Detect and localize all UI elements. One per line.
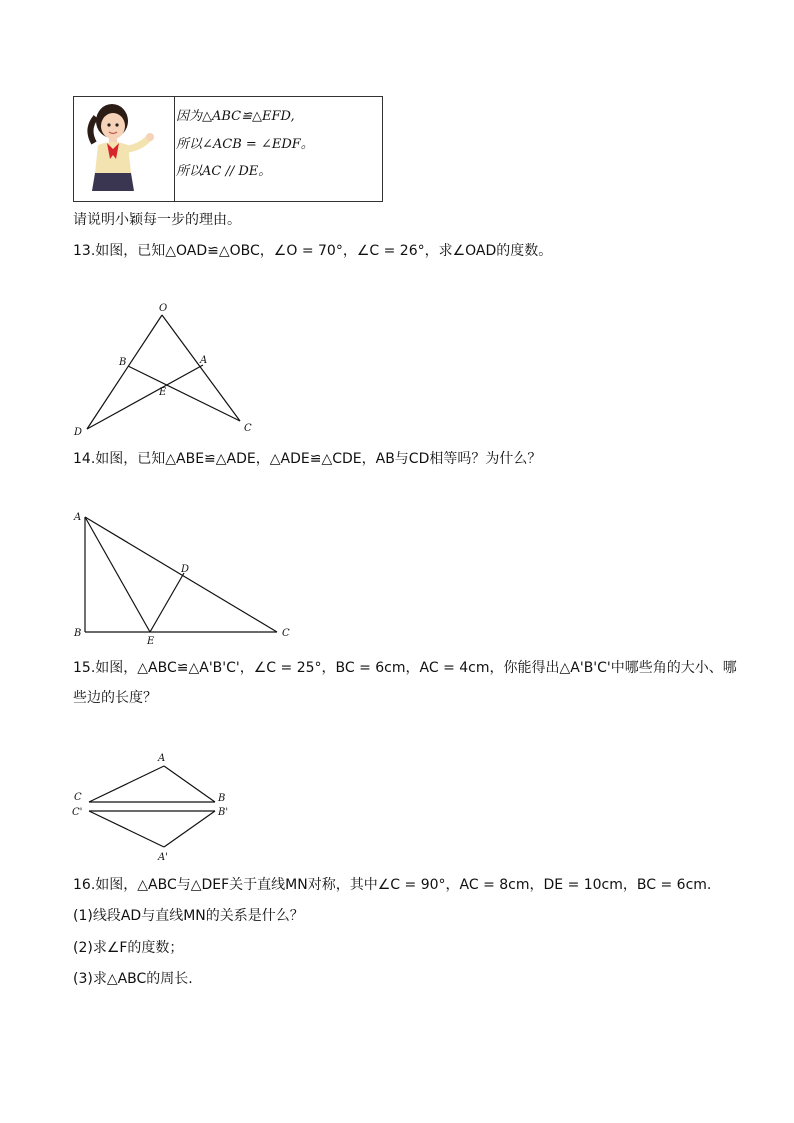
q13-label-A: A xyxy=(200,355,208,366)
question-16-part-3: (3)求△ABC的周长. xyxy=(73,971,193,987)
q14-label-A: A xyxy=(74,512,82,523)
q15-segment-C2A2 xyxy=(89,811,164,847)
q15-figure xyxy=(70,745,240,865)
question-13-text: 13.如图，已知△OAD≌△OBC，∠O = 70°，∠C = 26°，求∠OAD的度数。 xyxy=(73,243,553,259)
question-16-text: 16.如图，△ABC与△DEF关于直线MN对称，其中∠C = 90°，AC = 8cm，DE = 10cm，BC = 6cm. xyxy=(73,877,712,893)
intro-question: 请说明小颖每一步的理由。 xyxy=(73,212,241,228)
question-14-text: 14.如图，已知△ABE≌△ADE，△ADE≌△CDE，AB与CD相等吗？为什么？ xyxy=(73,451,542,467)
q14-segment-ED xyxy=(150,573,184,632)
q15-label-B: B xyxy=(218,793,226,804)
intro-table xyxy=(73,96,383,202)
q15-label-A-prime: A' xyxy=(158,852,168,863)
intro-line-3: 所以AC // DE。 xyxy=(176,164,272,179)
q15-label-C: C xyxy=(74,792,82,803)
q15-label-C-prime: C' xyxy=(72,807,83,818)
q14-label-D: D xyxy=(181,564,190,575)
q14-label-C: C xyxy=(282,628,290,639)
q13-label-C: C xyxy=(244,423,252,434)
q15-segment-A2B2 xyxy=(164,811,215,847)
question-16-part-2: (2)求∠F的度数； xyxy=(73,940,184,956)
question-15-text-line-2: 些边的长度？ xyxy=(73,690,157,706)
q15-label-B-prime: B' xyxy=(218,807,229,818)
q13-segment-OC xyxy=(162,315,240,421)
q13-segment-OD xyxy=(87,315,162,429)
q15-segment-AB xyxy=(164,766,215,802)
q13-segment-BC xyxy=(128,366,240,421)
table-divider xyxy=(174,97,175,201)
q13-label-E: E xyxy=(159,387,167,398)
q13-figure xyxy=(70,298,260,440)
girl-presenting-illustration xyxy=(76,99,172,199)
question-16-part-1: (1)线段AD与直线MN的关系是什么？ xyxy=(73,908,304,924)
q13-label-D: D xyxy=(74,427,83,438)
q14-segment-AE xyxy=(85,517,150,632)
q14-figure xyxy=(70,505,295,645)
intro-line-1: 因为△ABC≌△EFD, xyxy=(176,109,295,124)
intro-line-2: 所以∠ACB = ∠EDF。 xyxy=(176,137,314,152)
question-15-text-line-1: 15.如图，△ABC≌△A'B'C'，∠C = 25°，BC = 6cm，AC = 4cm，你能得出△A'B'C'中哪些角的大小、哪 xyxy=(73,660,737,676)
q15-segment-CA xyxy=(89,766,164,802)
q14-label-B: B xyxy=(74,628,82,639)
q13-label-O: O xyxy=(159,303,168,314)
q14-label-E: E xyxy=(147,636,155,645)
q15-label-A: A xyxy=(158,753,166,764)
q13-label-B: B xyxy=(119,357,127,368)
